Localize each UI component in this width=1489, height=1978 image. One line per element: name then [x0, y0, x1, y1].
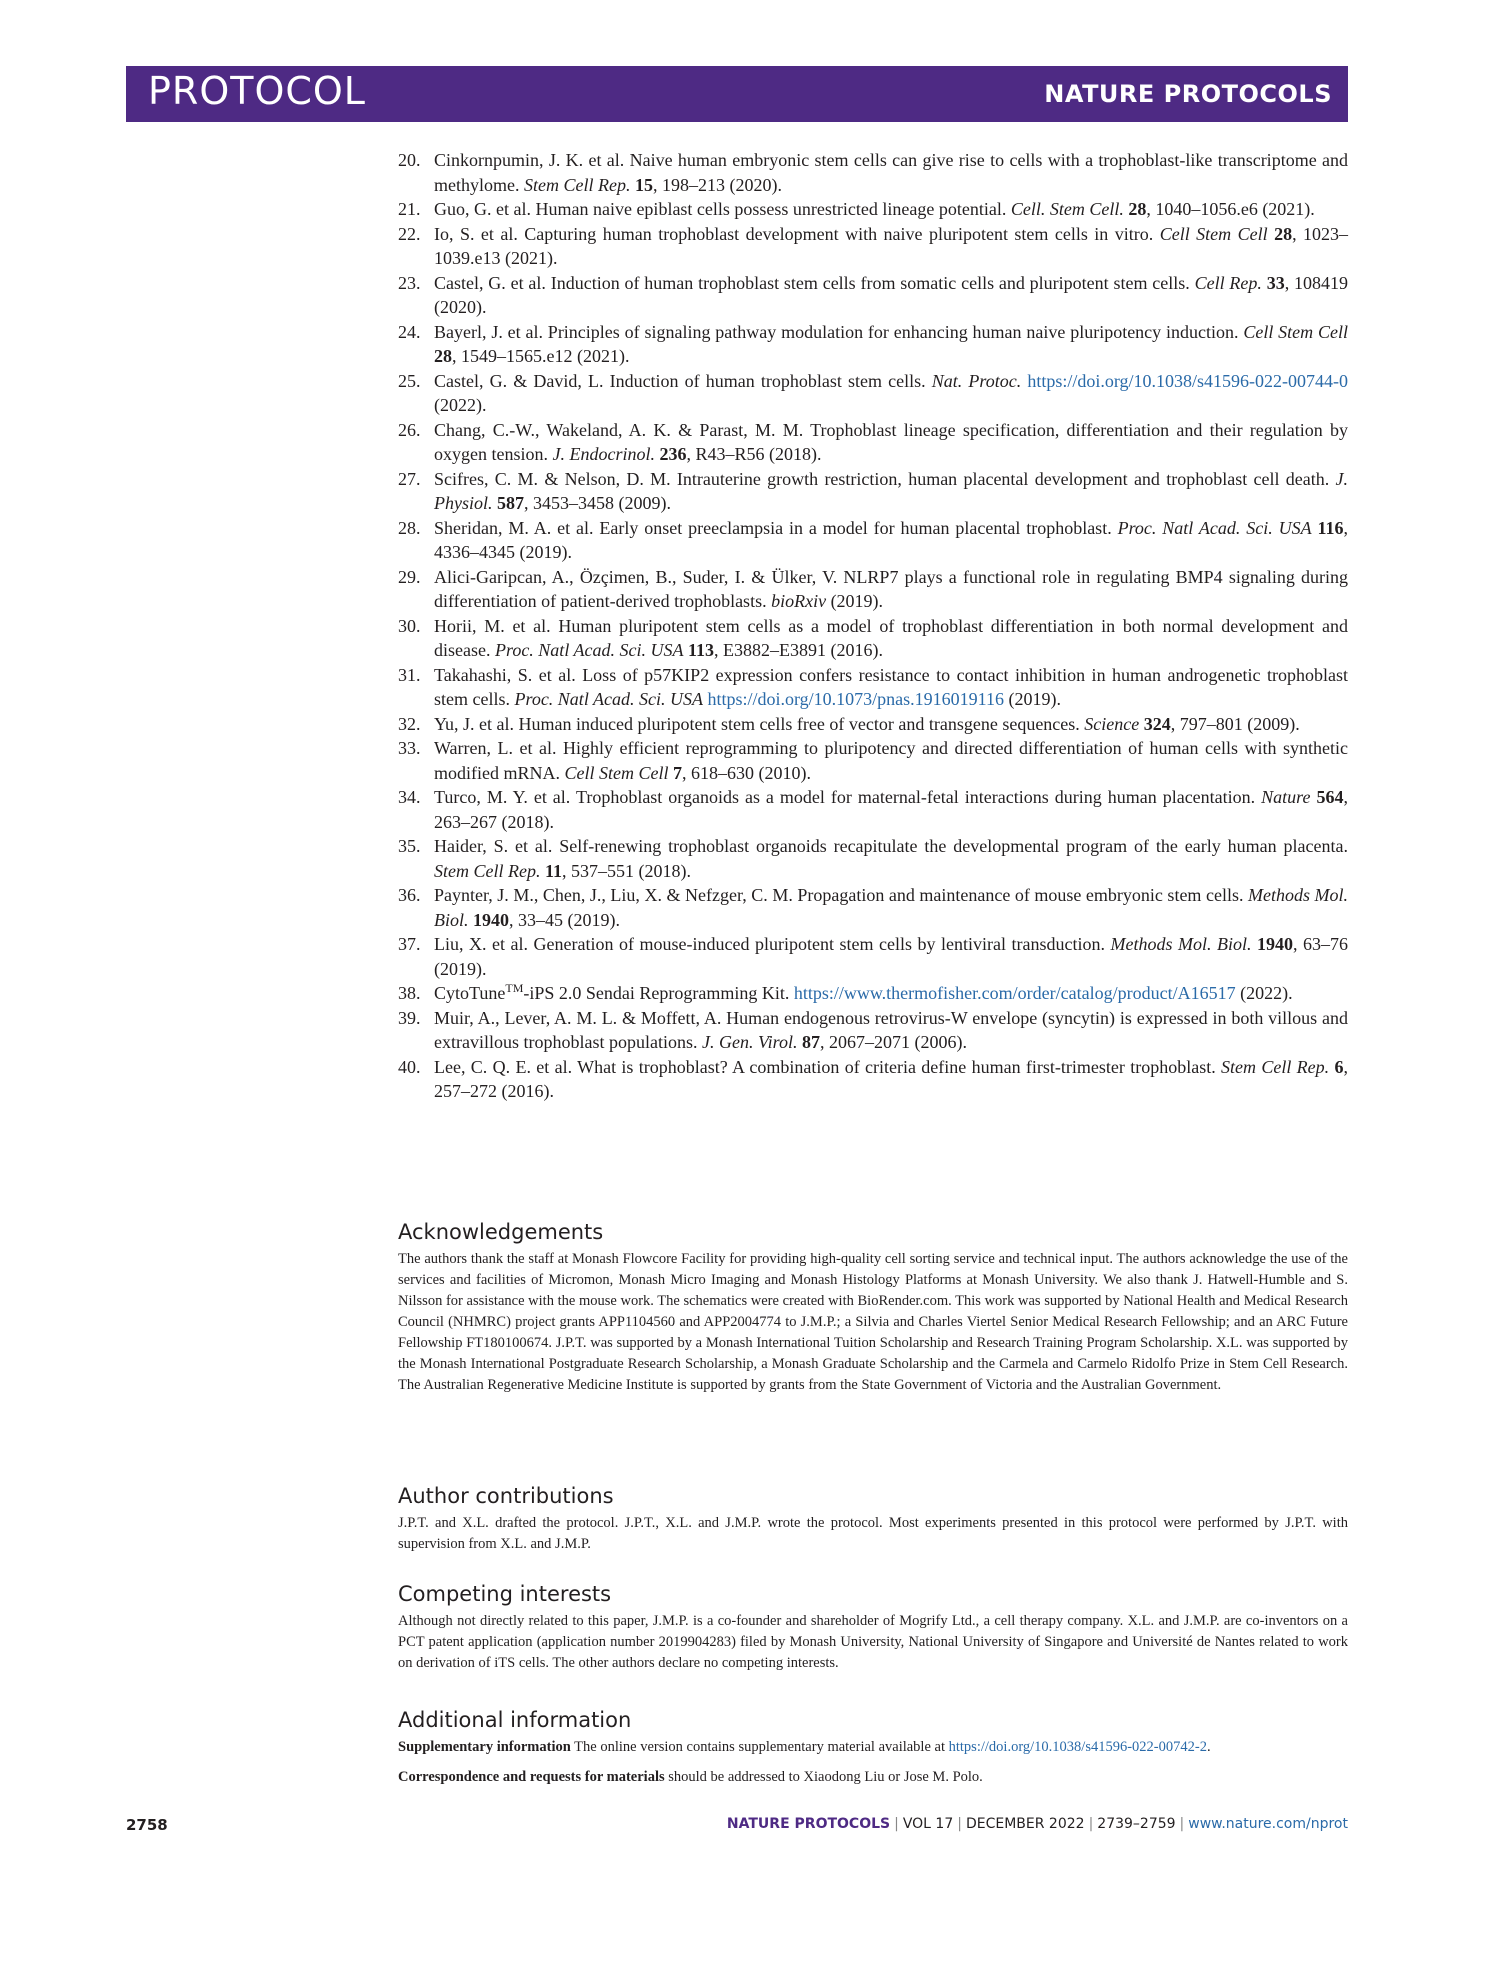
reference-volume: 116 [1317, 517, 1344, 538]
reference-number: 31. [398, 664, 421, 685]
supplementary-link[interactable]: https://doi.org/10.1038/s41596-022-00742-2 [948, 1739, 1207, 1755]
reference-number: 24. [398, 321, 421, 342]
reference-journal: Nature [1261, 787, 1311, 807]
reference-item [398, 197, 1348, 222]
reference-item [398, 834, 1348, 883]
reference-text: Chang, C.-W., Wakeland, A. K. & Parast, M. M. Trophoblast lineage specification, differentiation and their regulation by oxygen tension. [434, 419, 1348, 464]
page-number: 2758 [126, 1816, 168, 1834]
reference-journal: Stem Cell Rep. [1221, 1056, 1330, 1077]
reference-text: Cinkornpumin, J. K. et al. Naive human embryonic stem cells can give rise to cells with a trophoblast-like transcriptome and methylome. [434, 150, 1348, 195]
correspondence [398, 1767, 1348, 1788]
reference-item [398, 785, 1348, 834]
footer-pages: 2739–2759 [1097, 1816, 1176, 1832]
reference-journal: J. Endocrinol. [552, 444, 655, 464]
reference-number: 35. [398, 836, 421, 856]
footer-separator: | [1179, 1816, 1185, 1832]
journal-title: NATURE PROTOCOLS [1044, 80, 1332, 108]
reference-journal: Cell Stem Cell [1159, 223, 1268, 244]
reference-number: 26. [398, 419, 421, 440]
reference-text: (2019). [1003, 689, 1061, 709]
reference-volume: 28 [434, 346, 452, 366]
reference-text: , 198–213 (2020). [652, 174, 782, 195]
reference-text: Castel, G. et al. Induction of human trophoblast stem cells from somatic cells and pluripotent stem cells. [434, 272, 1195, 293]
reference-volume: 236 [659, 444, 687, 464]
reference-text: Warren, L. et al. Highly efficient reprogramming to pluripotency and directed differentiation of human cells with synthetic modified mRNA. [434, 738, 1348, 783]
reference-volume: 324 [1143, 713, 1171, 734]
footer-separator: | [1088, 1816, 1094, 1832]
reference-link[interactable]: https://doi.org/10.1073/pnas.1916019116 [707, 689, 1004, 709]
reference-number: 22. [398, 223, 421, 244]
reference-item [398, 516, 1348, 565]
correspondence-label: Correspondence and requests for materials [398, 1769, 665, 1785]
reference-list [398, 148, 1348, 1104]
reference-text: , 3453–3458 (2009). [524, 493, 671, 513]
reference-text: , 2067–2071 (2006). [819, 1032, 967, 1052]
reference-text: Horii, M. et al. Human pluripotent stem cells as a model of trophoblast differentiation in both normal development and disease. [434, 615, 1348, 660]
reference-number: 37. [398, 934, 421, 954]
reference-item [398, 467, 1348, 516]
reference-text: , 257–272 (2016). [434, 1056, 1348, 1101]
reference-item [398, 932, 1348, 981]
reference-journal: J. Gen. Virol. [701, 1032, 798, 1052]
supplementary-text: The online version contains supplementary material available at [570, 1739, 949, 1755]
reference-volume: 6 [1334, 1056, 1344, 1077]
acknowledgements-body: The authors thank the staff at Monash Flowcore Facility for providing high-quality cell sorting service and technical input. The authors acknowledge the use of the services and facilities of Micromon, Monash Micro Imaging and Monash Histology Platforms at Monash University. We also thank J. Hatwell-Humble and S. Nilsson for assistance with the mouse work. The schematics were created with BioRender.com. This work was supported by National Health and Medical Research Council (NHMRC) project grants APP1104560 and APP2004774 to J.M.P.; a Silvia and Charles Viertel Senior Medical Research Fellowship; and an ARC Future Fellowship FT180100674. J.P.T. was supported by a Monash International Tuition Scholarship and Research Training Program Scholarship. X.L. was supported by the Monash International Postgraduate Research Scholarship, a Monash Graduate Scholarship and the Carmela and Carmelo Ridolfo Prize in Stem Cell Research. The Australian Regenerative Medicine Institute is supported by grants from the State Government of Victoria and the Australian Government. [398, 1251, 1348, 1393]
reference-item [398, 712, 1348, 737]
reference-journal: Methods Mol. Biol. [1110, 934, 1252, 954]
footer-citation [727, 1816, 1348, 1832]
reference-item [398, 418, 1348, 467]
reference-number: 34. [398, 787, 421, 807]
reference-number: 20. [398, 150, 421, 170]
reference-text: Haider, S. et al. Self-renewing trophoblast organoids recapitulate the developmental program of the early human placenta. [434, 836, 1348, 856]
reference-text: , 4336–4345 (2019). [434, 517, 1348, 562]
reference-item [398, 222, 1348, 271]
reference-number: 33. [398, 738, 421, 758]
reference-text: , 537–551 (2018). [562, 860, 691, 881]
reference-text: Takahashi, S. et al. Loss of p57KIP2 expression confers resistance to contact inhibition in human androgenetic trophoblast stem cells. [434, 664, 1348, 709]
reference-text: Paynter, J. M., Chen, J., Liu, X. & Nefzger, C. M. Propagation and maintenance of mouse embryonic stem cells. [434, 885, 1248, 905]
reference-volume: 15 [634, 174, 653, 195]
reference-volume: 28 [1274, 223, 1293, 244]
reference-text: Alici-Garipcan, A., Özçimen, B., Suder, I. & Ülker, V. NLRP7 plays a functional role in regulating BMP4 signaling during differentiation of patient-derived trophoblasts. [434, 566, 1348, 611]
reference-volume: 113 [687, 640, 714, 660]
reference-text: , 33–45 (2019). [509, 909, 620, 930]
reference-text: Castel, G. & David, L. Induction of human trophoblast stem cells. [434, 370, 932, 391]
footer-separator: | [894, 1816, 899, 1832]
reference-journal: Proc. Natl Acad. Sci. USA [494, 640, 684, 660]
reference-journal: Cell Stem Cell [564, 762, 669, 783]
reference-number: 29. [398, 566, 421, 587]
reference-text: , 1023–1039.e13 (2021). [434, 223, 1349, 268]
reference-volume: 11 [544, 860, 562, 881]
supplementary-label: Supplementary information [398, 1739, 571, 1755]
reference-text: Bayerl, J. et al. Principles of signaling pathway modulation for enhancing human naive pluripotency induction. [434, 321, 1244, 342]
reference-journal: Proc. Natl Acad. Sci. USA [1117, 517, 1312, 538]
correspondence-text: should be addressed to Xiaodong Liu or Jose M. Polo. [664, 1769, 983, 1785]
reference-text: Lee, C. Q. E. et al. What is trophoblast? A combination of criteria define human first-trimester trophoblast. [434, 1056, 1222, 1077]
reference-text: (2022). [1235, 983, 1293, 1003]
reference-text: Yu, J. et al. Human induced pluripotent stem cells free of vector and transgene sequences. [434, 713, 1085, 734]
reference-text: Muir, A., Lever, A. M. L. & Moffett, A. Human endogenous retrovirus-W envelope (syncytin) is expressed in both villous and extravillous trophoblast populations. [434, 1007, 1348, 1052]
reference-text: , 797–801 (2009). [1170, 713, 1300, 734]
reference-item [398, 883, 1348, 932]
reference-item [398, 663, 1348, 712]
reference-number: 39. [398, 1007, 421, 1028]
footer-journal: NATURE PROTOCOLS [726, 1816, 891, 1832]
reference-volume: 87 [801, 1032, 820, 1052]
reference-number: 38. [398, 983, 421, 1003]
reference-number: 28. [398, 517, 421, 538]
reference-number: 21. [398, 199, 421, 219]
reference-item [398, 148, 1348, 197]
reference-text: Guo, G. et al. Human naive epiblast cells possess unrestricted lineage potential. [434, 199, 1011, 219]
reference-journal: bioRxiv [771, 591, 827, 611]
reference-item [398, 271, 1348, 320]
reference-journal: Cell. Stem Cell. [1010, 199, 1124, 219]
author-contributions-body: J.P.T. and X.L. drafted the protocol. J.P.T., X.L. and J.M.P. wrote the protocol. Most experiments presented in this protocol were performed by J.P.T. with supervision from X.L. and J.M.P. [398, 1515, 1348, 1552]
reference-volume: 7 [672, 762, 682, 783]
reference-link[interactable]: https://doi.org/10.1038/s41596-022-00744-0 [1027, 370, 1348, 391]
section-label: PROTOCOL [148, 69, 366, 113]
reference-volume: 1940 [473, 909, 509, 930]
reference-text: , 1549–1565.e12 (2021). [452, 346, 630, 366]
reference-volume: 1940 [1257, 934, 1294, 954]
acknowledgements-heading: Acknowledgements [398, 1220, 604, 1244]
competing-interests-body: Although not directly related to this paper, J.M.P. is a co-founder and shareholder of Mogrify Ltd., a cell therapy company. X.L. and J.M.P. are co-inventors on a PCT patent application (application number 2019904283) filed by Monash University, National University of Singapore and Université de Nantes related to work on derivation of iTS cells. The other authors declare no competing interests. [398, 1613, 1348, 1671]
reference-text: , 63–76 (2019). [434, 934, 1349, 979]
reference-number: 40. [398, 1056, 421, 1077]
footer-url[interactable]: www.nature.com/nprot [1188, 1816, 1348, 1832]
reference-text: , 263–267 (2018). [434, 787, 1348, 832]
competing-interests-heading: Competing interests [398, 1582, 612, 1606]
reference-volume: 28 [1128, 199, 1147, 219]
reference-text: (2022). [434, 395, 487, 415]
reference-volume: 33 [1266, 272, 1285, 293]
reference-item [398, 614, 1348, 663]
reference-text: Liu, X. et al. Generation of mouse-induced pluripotent stem cells by lentiviral transduction. [434, 934, 1111, 954]
reference-volume: 587 [497, 493, 524, 513]
reference-text: (2019). [826, 591, 884, 611]
reference-text: , R43–R56 (2018). [686, 444, 822, 464]
reference-text: Scifres, C. M. & Nelson, D. M. Intrauterine growth restriction, human placental development and trophoblast cell death. [434, 468, 1336, 489]
reference-text: , E3882–E3891 (2016). [713, 640, 883, 660]
reference-number: 30. [398, 615, 421, 636]
reference-item [398, 565, 1348, 614]
supplementary-information [398, 1737, 1348, 1758]
footer-volume: VOL 17 [902, 1816, 954, 1832]
reference-journal: Cell Rep. [1194, 272, 1262, 293]
reference-journal: Proc. Natl Acad. Sci. USA [514, 689, 703, 709]
reference-number: 23. [398, 272, 421, 293]
reference-item [398, 1055, 1348, 1104]
reference-item [398, 1006, 1348, 1055]
reference-superscript: TM [505, 981, 524, 995]
reference-number: 25. [398, 370, 421, 391]
reference-item [398, 736, 1348, 785]
supplementary-end: . [1206, 1739, 1211, 1755]
reference-link[interactable]: https://www.thermofisher.com/order/catalog/product/A16517 [793, 983, 1236, 1003]
reference-number: 27. [398, 468, 421, 489]
additional-information-heading: Additional information [398, 1708, 632, 1732]
reference-item [398, 320, 1348, 369]
reference-text: , 1040–1056.e6 (2021). [1146, 199, 1315, 219]
reference-journal: Science [1084, 713, 1140, 734]
reference-number: 36. [398, 885, 421, 905]
reference-journal: Stem Cell Rep. [523, 174, 631, 195]
reference-journal: Cell Stem Cell [1243, 321, 1348, 342]
reference-journal: Nat. Protoc. [931, 370, 1022, 391]
reference-text: Io, S. et al. Capturing human trophoblast development with naive pluripotent stem cells in vitro. [434, 223, 1160, 244]
footer-separator: | [957, 1816, 962, 1832]
header-banner [126, 66, 1348, 122]
author-contributions-heading: Author contributions [398, 1484, 614, 1508]
reference-text: , 618–630 (2010). [681, 762, 811, 783]
reference-volume: 564 [1316, 787, 1344, 807]
reference-text: -iPS 2.0 Sendai Reprogramming Kit. [523, 983, 794, 1003]
reference-item [398, 369, 1348, 418]
reference-journal: Stem Cell Rep. [434, 860, 541, 881]
reference-journal: Methods Mol. Biol. [434, 885, 1348, 930]
footer-date: DECEMBER 2022 [965, 1816, 1085, 1832]
reference-text: CytoTune [434, 983, 506, 1003]
reference-text: , 108419 (2020). [434, 272, 1348, 317]
reference-item [398, 981, 1348, 1006]
reference-journal: J. Physiol. [434, 468, 1348, 513]
reference-text: Turco, M. Y. et al. Trophoblast organoids as a model for maternal-fetal interactions during human placentation. [434, 787, 1262, 807]
reference-number: 32. [398, 713, 421, 734]
reference-text: Sheridan, M. A. et al. Early onset preeclampsia in a model for human placental trophoblast. [434, 517, 1118, 538]
